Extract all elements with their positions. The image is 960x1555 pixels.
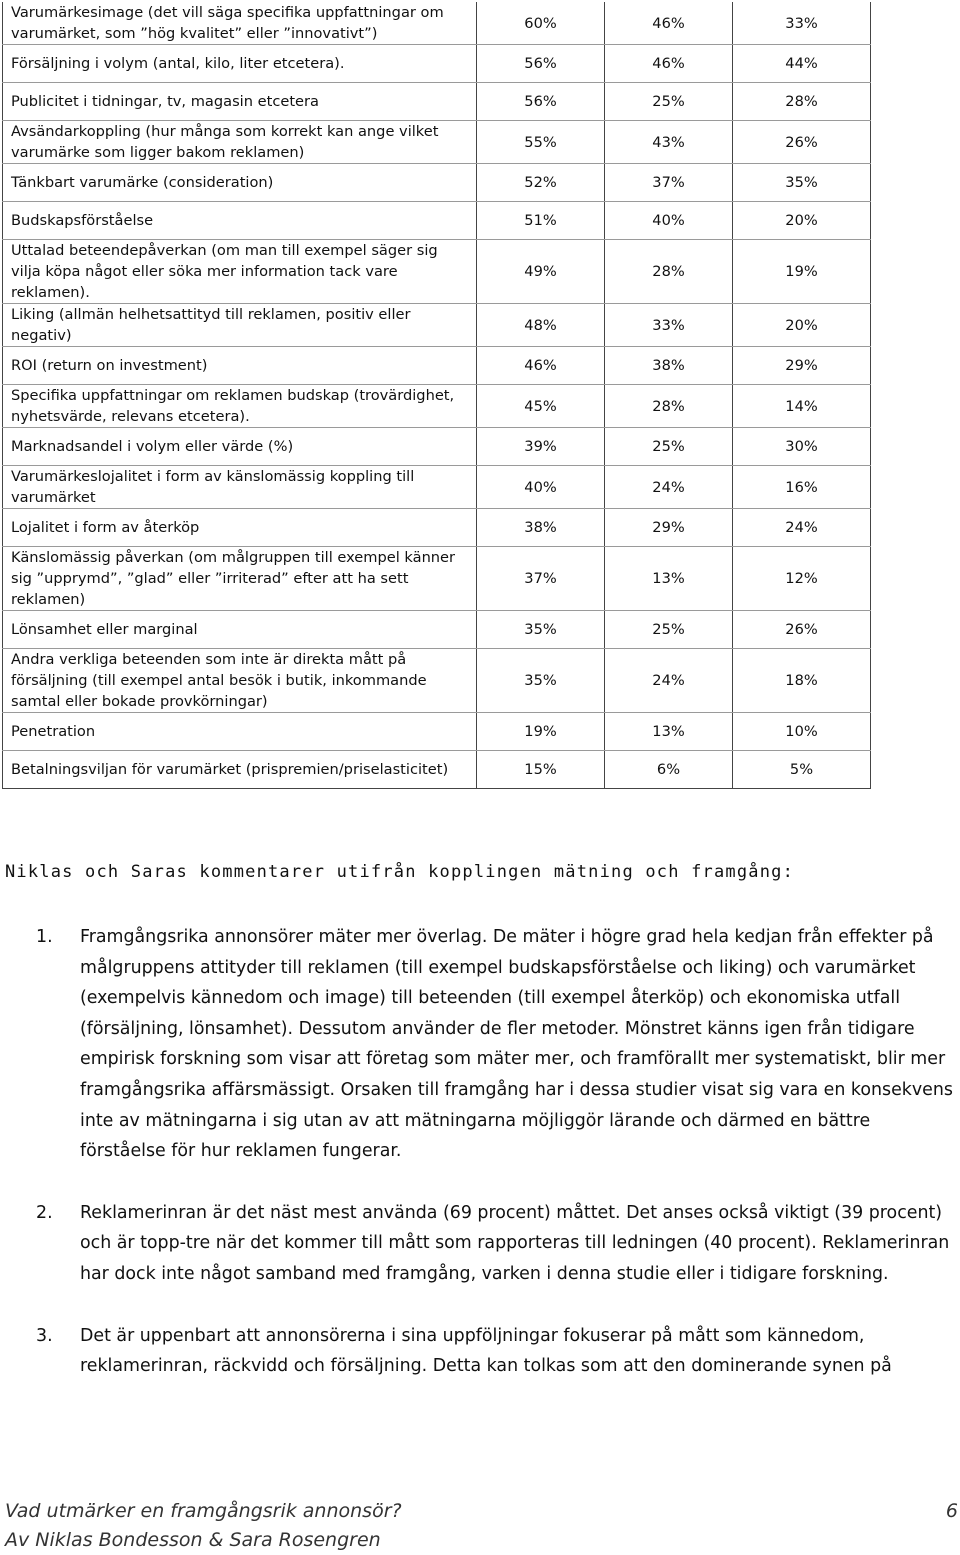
row-value-v2: 13% [605,547,733,611]
row-value-v1: 56% [477,83,605,121]
row-label: Lönsamhet eller marginal [3,611,477,649]
row-value-v3: 26% [733,611,871,649]
row-value-v1: 39% [477,428,605,466]
row-value-v3: 18% [733,649,871,713]
row-label: Tänkbart varumärke (consideration) [3,164,477,202]
row-value-v2: 33% [605,304,733,347]
list-item-number: 1. [36,927,53,947]
row-value-v1: 37% [477,547,605,611]
row-value-v2: 29% [605,509,733,547]
row-value-v2: 28% [605,385,733,428]
row-value-v3: 16% [733,466,871,509]
table-row [3,611,871,649]
row-label: Penetration [3,713,477,751]
row-value-v2: 43% [605,121,733,164]
results-table [2,2,871,789]
row-value-v3: 33% [733,2,871,45]
row-value-v3: 14% [733,385,871,428]
row-label: Varumärkesimage (det vill säga specifika uppfattningar om varumärket, som ”hög kvalitet” eller ”innovativt”) [3,2,477,45]
table-row [3,83,871,121]
table-row [3,385,871,428]
table-row [3,547,871,611]
row-value-v2: 40% [605,202,733,240]
footer-title: Vad utmärker en framgångsrik annonsör? [5,1500,402,1522]
row-value-v3: 28% [733,83,871,121]
row-value-v1: 35% [477,649,605,713]
footer-authors: Av Niklas Bondesson & Sara Rosengren [5,1529,381,1551]
table-row [3,649,871,713]
row-value-v3: 12% [733,547,871,611]
row-label: Marknadsandel i volym eller värde (%) [3,428,477,466]
table-row [3,466,871,509]
row-value-v3: 20% [733,202,871,240]
list-item-number: 2. [36,1202,53,1223]
row-value-v3: 10% [733,713,871,751]
row-value-v1: 40% [477,466,605,509]
row-value-v1: 48% [477,304,605,347]
row-label: Avsändarkoppling (hur många som korrekt kan ange vilket varumärke som ligger bakom reklamen) [3,121,477,164]
row-value-v3: 24% [733,509,871,547]
row-label: Budskapsförståelse [3,202,477,240]
row-label: Känslomässig påverkan (om målgruppen till exempel känner sig ”upprymd”, ”glad” eller ”irriterad” efter att ha sett reklamen) [3,547,477,611]
row-value-v2: 37% [605,164,733,202]
table-row [3,347,871,385]
row-value-v3: 29% [733,347,871,385]
row-value-v1: 52% [477,164,605,202]
list-item-number: 3. [36,1325,53,1346]
results-table-body [3,2,871,789]
row-value-v2: 24% [605,649,733,713]
list-item [36,1321,956,1382]
row-label: Varumärkeslojalitet i form av känslomässig koppling till varumärket [3,466,477,509]
row-value-v3: 20% [733,304,871,347]
table-row [3,428,871,466]
row-value-v1: 51% [477,202,605,240]
row-value-v1: 49% [477,240,605,304]
row-label: ROI (return on investment) [3,347,477,385]
page-number: 6 [945,1500,958,1522]
row-label: Uttalad beteendepåverkan (om man till exempel säger sig vilja köpa något eller söka mer information tack vare reklamen). [3,240,477,304]
row-value-v1: 60% [477,2,605,45]
results-table-container [2,2,870,789]
row-value-v2: 25% [605,611,733,649]
list-item [36,1198,956,1290]
page-footer [5,1497,960,1555]
row-value-v2: 46% [605,45,733,83]
row-label: Publicitet i tidningar, tv, magasin etcetera [3,83,477,121]
table-row [3,713,871,751]
row-value-v1: 45% [477,385,605,428]
list-item-text: Det är uppenbart att annonsörerna i sina uppföljningar fokuserar på mått som kännedom, reklamerinran, räckvidd och försäljning. Detta kan tolkas som att den dominerande synen på [80,1325,892,1377]
table-row [3,509,871,547]
table-row [3,164,871,202]
row-value-v2: 6% [605,751,733,789]
table-row [3,304,871,347]
list-item-text: Reklamerinran är det näst mest använda (69 procent) måttet. Det anses också viktigt (39 procent) och är topp-tre när det kommer till mått som rapporteras till ledningen (40 procent). Reklamerinran har dock inte något samband med framgång, varken i denna studie eller i tidigare forskning. [80,1202,950,1284]
row-value-v2: 28% [605,240,733,304]
row-label: Betalningsviljan för varumärket (prispremien/priselasticitet) [3,751,477,789]
table-row [3,240,871,304]
table-row [3,45,871,83]
row-value-v1: 56% [477,45,605,83]
row-label: Lojalitet i form av återköp [3,509,477,547]
table-row [3,2,871,45]
row-value-v2: 25% [605,83,733,121]
row-value-v3: 19% [733,240,871,304]
table-row [3,121,871,164]
list-item-text: Framgångsrika annonsörer mäter mer överlag. De mäter i högre grad hela kedjan från effekter på målgruppens attityder till reklamen (till exempel budskapsförståelse och liking) och varumärket (exempelvis kännedom och image) till beteenden (till exempel återköp) och ekonomiska utfall (försäljning, lönsamhet). Dessutom använder de fler metoder. Mönstret känns igen från tidigare empirisk forskning som visar att företag som mäter mer, och framförallt mer systematiskt, blir mer framgångsrika affärsmässigt. Orsaken till framgång har i dessa studier visat sig vara en konsekvens inte av mätningarna i sig utan av att mätningarna möjliggör lärande och därmed en bättre förståelse för hur reklamen fungerar. [80,927,953,1162]
row-value-v1: 38% [477,509,605,547]
row-label: Specifika uppfattningar om reklamen budskap (trovärdighet, nyhetsvärde, relevans etcetera). [3,385,477,428]
section-heading: Niklas och Saras kommentarer utifrån kopplingen mätning och framgång: [5,862,795,882]
row-label: Liking (allmän helhetsattityd till reklamen, positiv eller negativ) [3,304,477,347]
table-row [3,751,871,789]
row-value-v3: 26% [733,121,871,164]
list-item [36,922,956,1167]
row-value-v3: 44% [733,45,871,83]
row-value-v2: 25% [605,428,733,466]
row-value-v2: 46% [605,2,733,45]
row-value-v1: 19% [477,713,605,751]
comment-list [36,922,956,1413]
row-value-v1: 46% [477,347,605,385]
row-value-v1: 15% [477,751,605,789]
row-value-v1: 55% [477,121,605,164]
row-value-v3: 35% [733,164,871,202]
row-label: Försäljning i volym (antal, kilo, liter etcetera). [3,45,477,83]
row-value-v3: 30% [733,428,871,466]
row-value-v1: 35% [477,611,605,649]
table-row [3,202,871,240]
row-value-v2: 38% [605,347,733,385]
row-value-v2: 24% [605,466,733,509]
row-label: Andra verkliga beteenden som inte är direkta mått på försäljning (till exempel antal besök i butik, inkommande samtal eller bokade provkörningar) [3,649,477,713]
row-value-v3: 5% [733,751,871,789]
row-value-v2: 13% [605,713,733,751]
